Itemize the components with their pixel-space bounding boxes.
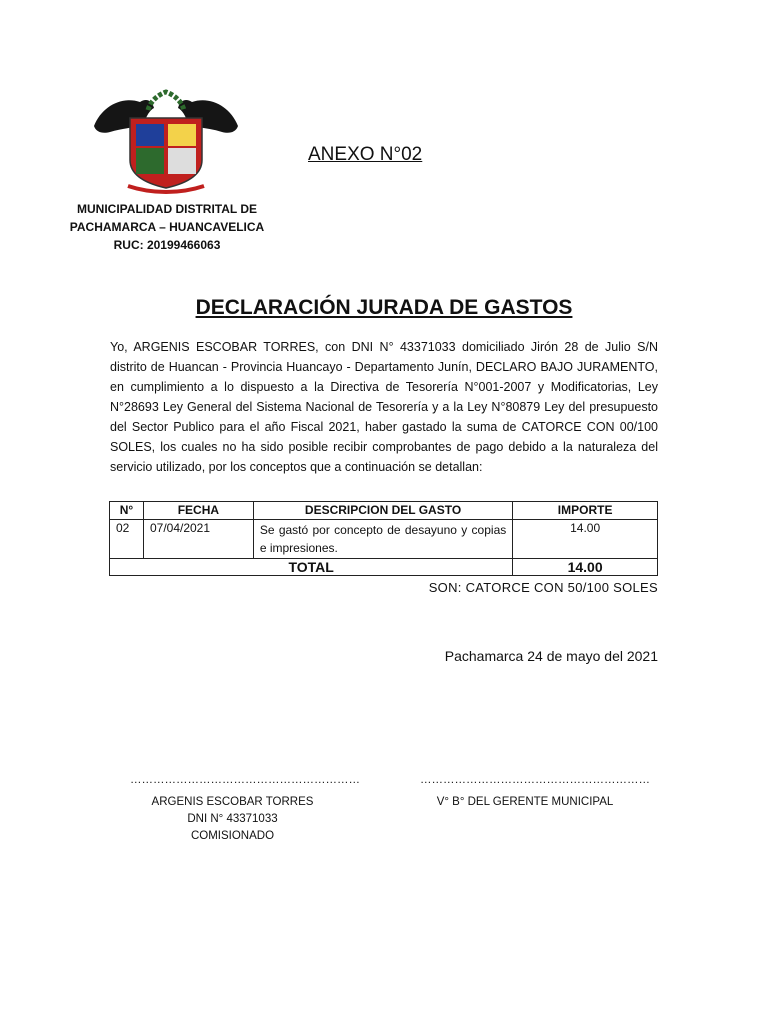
signature-line-right: …………………………………………………… <box>420 774 650 786</box>
signer-name: ARGENIS ESCOBAR TORRES <box>151 796 314 808</box>
ruc-number: RUC: 20199466063 <box>113 238 221 252</box>
expenses-table <box>109 501 658 576</box>
table-header-row <box>110 502 658 520</box>
municipality-header <box>62 200 272 254</box>
place-and-date: Pachamarca 24 de mayo del 2021 <box>444 648 658 664</box>
signature-line-left: …………………………………………………… <box>130 774 360 786</box>
header-number: N° <box>110 502 144 520</box>
municipality-name-line2: PACHAMARCA – HUANCAVELICA <box>69 220 265 234</box>
signature-block-commissioned <box>130 774 360 845</box>
signature-block-manager <box>420 774 650 811</box>
amount-in-words: SON: CATORCE CON 50/100 SOLES <box>428 580 658 595</box>
municipal-coat-of-arms-logo <box>92 88 240 196</box>
table-total-row <box>110 559 658 576</box>
cell-number: 02 <box>110 520 144 559</box>
header-amount: IMPORTE <box>513 502 658 520</box>
header-date: FECHA <box>143 502 253 520</box>
signer-dni: DNI N° 43371033 <box>187 813 278 825</box>
table-row <box>110 520 658 559</box>
signer-role: COMISIONADO <box>190 830 275 842</box>
manager-approval-label: V° B° DEL GERENTE MUNICIPAL <box>436 796 614 808</box>
total-value: 14.00 <box>513 559 658 576</box>
document-title: DECLARACIÓN JURADA DE GASTOS <box>195 296 573 319</box>
cell-date: 07/04/2021 <box>143 520 253 559</box>
cell-amount: 14.00 <box>513 520 658 559</box>
total-label: TOTAL <box>110 559 513 576</box>
header-description: DESCRIPCION DEL GASTO <box>253 502 512 520</box>
annex-label: ANEXO N°02 <box>308 144 423 165</box>
declaration-paragraph: Yo, ARGENIS ESCOBAR TORRES, con DNI N° 43371033 domiciliado Jirón 28 de Julio S/N distrito de Huancan - Provincia Huancayo - Departamento Junín, DECLARO BAJO JURAMENTO, en cumplimiento a lo dispuesto a la Directiva de Tesorería N°001-2007 y Modificatorias, Ley N°28693 Ley General del Sistema Nacional de Tesorería y a la Ley N°80879 Ley del presupuesto del Sector Publico para el año Fiscal 2021, haber gastado la suma de CATORCE CON 00/100 SOLES, los cuales no ha sido posible recibir comprobantes de pago debido a la naturaleza del servicio utilizado, por los conceptos que a continuación se detallan: <box>110 340 658 474</box>
municipality-name-line1: MUNICIPALIDAD DISTRITAL DE <box>77 202 257 216</box>
cell-description: Se gastó por concepto de desayuno y copias e impresiones. <box>253 520 512 559</box>
